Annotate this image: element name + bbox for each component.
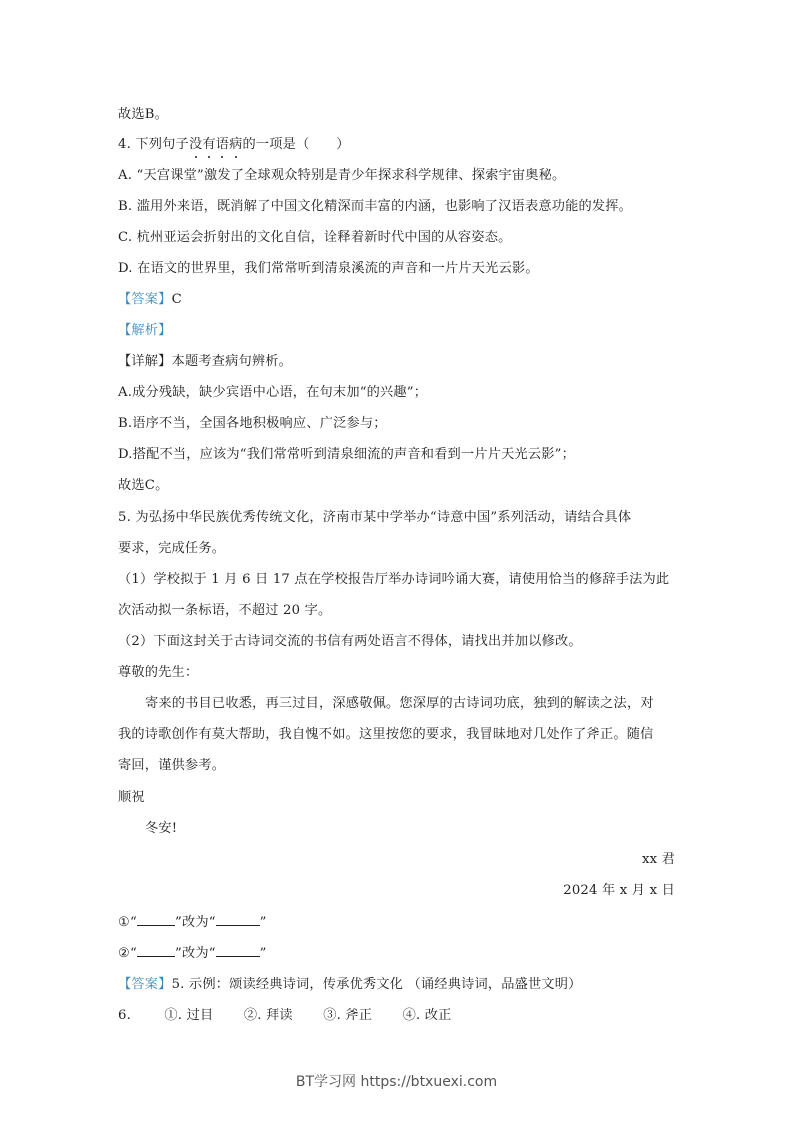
blank-revised[interactable] [216, 944, 260, 957]
q4-option-c [118, 229, 511, 247]
q5-task1-line2: 次活动拟一条标语，不超过 20 字。 [118, 603, 332, 618]
quote-close: ” [259, 915, 267, 930]
fill-item-2 [118, 944, 267, 963]
quote-open: “ [208, 915, 216, 930]
q6-answer [118, 1007, 478, 1025]
quote-close: ” [259, 946, 267, 961]
emphasis-char: 没 [188, 137, 203, 152]
fill-mid: 改为 [181, 915, 209, 930]
letter-body-line1: 寄来的书目已收悉，再三过目，深感敬佩。您深厚的古诗词功底，独到的解读之法，对 [145, 696, 654, 711]
emphasis-char: 病 [229, 137, 243, 152]
emphasis-char: 有 [202, 137, 216, 152]
q4-answer [118, 291, 182, 309]
blank-original[interactable] [137, 913, 175, 926]
option-label: D. [118, 261, 133, 276]
answer-item: ①. 过目 [164, 1008, 214, 1023]
quote-open: “ [208, 946, 216, 961]
answer-number: 6. [118, 1008, 131, 1023]
letter-closing1: 顺祝 [118, 790, 145, 805]
emphasis-char: 语 [215, 137, 230, 152]
detail-intro: 本题考查病句辨析。 [171, 354, 293, 369]
answer-tag: 【答案】 [118, 292, 172, 307]
q5-task2: （2）下面这封关于古诗词交流的书信有两处语言不得体，请找出并加以修改。 [118, 634, 582, 649]
letter-closing2: 冬安! [145, 821, 178, 836]
detail-tag: 【详解】 [118, 354, 172, 369]
letter-body-line2: 我的诗歌创作有莫大帮助，我自愧不如。这里按您的要求，我冒昧地对几处作了斧正。随信 [118, 727, 654, 742]
q4-detail-a: A.成分残缺，缺少宾语中心语，在句末加“的兴趣”； [118, 385, 428, 400]
quote-close: ” [174, 915, 182, 930]
q4-analysis [118, 322, 172, 340]
fill-mark: ① [118, 915, 131, 930]
option-text: 在语文的世界里，我们常常听到清泉溪流的声音和一片片天光云影。 [137, 261, 539, 276]
q4-detail-d: D.搭配不当，应该为“我们常常听到清泉细流的声音和看到一片片天光云影”； [118, 447, 575, 462]
answer-item: ③. 斧正 [323, 1008, 373, 1023]
q4-stem-post: 的一项是（ ） [242, 137, 350, 152]
answer-item: ②. 拜读 [243, 1008, 293, 1023]
fill-mid: 改为 [181, 946, 209, 961]
q4-number: 4. [118, 137, 131, 152]
letter-body-line3: 寄回，谨供参考。 [118, 758, 226, 773]
quote-close: ” [174, 946, 182, 961]
analysis-tag: 【解析】 [118, 323, 172, 338]
option-text: 杭州亚运会折射出的文化自信，诠释着新时代中国的从容姿态。 [136, 230, 512, 245]
q4-stem-pre: 下列句子 [135, 137, 189, 152]
letter-date: 2024 年 x 月 x 日 [563, 883, 675, 898]
fill-mark: ② [118, 946, 131, 961]
q4-option-b [118, 198, 632, 216]
answer-item: ④. 改正 [402, 1008, 452, 1023]
answer-text: 5. 示例：颂读经典诗词，传承优秀文化 （诵经典诗词，品盛世文明） [171, 977, 582, 992]
option-label: C. [118, 230, 133, 245]
option-text: 滥用外来语，既消解了中国文化精深而丰富的内涵，也影响了汉语表意功能的发挥。 [136, 199, 633, 214]
blank-revised[interactable] [216, 913, 260, 926]
watermark-footer: BT学习网 https://btxuexi.com [295, 1074, 498, 1090]
quote-open: “ [130, 946, 137, 961]
q4-detail-b: B.语序不当，全国各地积极响应、广泛参与； [118, 416, 387, 431]
q3-conclusion: 故选B。 [118, 107, 169, 122]
blank-original[interactable] [137, 944, 175, 957]
letter-salutation: 尊敬的先生： [118, 665, 199, 680]
q4-option-d [118, 260, 539, 278]
q5-stem-line1: 5. 为弘扬中华民族优秀传统文化，济南市某中学举办“诗意中国”系列活动，请结合具体 [118, 510, 632, 525]
answer-value: C [171, 292, 182, 307]
quote-open: “ [130, 915, 137, 930]
q5-answer [118, 976, 582, 994]
letter-signature: xx 君 [641, 852, 675, 867]
q5-stem-line2: 要求，完成任务。 [118, 541, 226, 556]
option-label: A. [118, 168, 133, 183]
q4-stem [118, 136, 350, 154]
option-label: B. [118, 199, 133, 214]
q4-conclusion: 故选C。 [118, 478, 169, 493]
q5-task1-line1: （1）学校拟于 1 月 6 日 17 点在学校报告厅举办诗词吟诵大赛，请使用恰当的修辞手法为此 [118, 572, 670, 587]
q4-option-a [118, 167, 565, 185]
q4-detail-intro [118, 353, 292, 371]
fill-item-1 [118, 913, 267, 932]
option-text: “天宫课堂”激发了全球观众特别是青少年探求科学规律、探索宇宙奥秘。 [136, 168, 566, 183]
answer-tag: 【答案】 [118, 977, 172, 992]
